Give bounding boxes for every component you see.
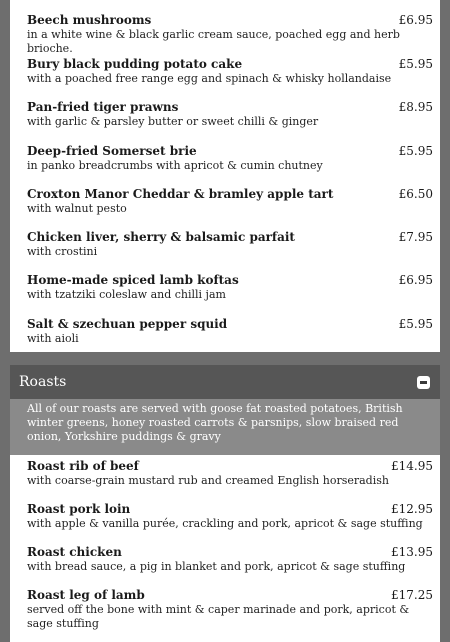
item-name: Bury black pudding potato cake <box>27 57 243 71</box>
section-title: Roasts <box>19 374 67 390</box>
item-description: with bread sauce, a pig in blanket and pork, apricot & sage stuffing <box>27 560 406 573</box>
item-price: £17.25 <box>391 588 433 602</box>
item-price: £5.95 <box>398 57 433 71</box>
item-description: in a white wine & black garlic cream sauce, poached egg and herb brioche. <box>27 28 400 55</box>
item-description: served off the bone with mint & caper marinade and pork, apricot & sage stuffing <box>27 603 410 630</box>
item-description: in panko breadcrumbs with apricot & cumin chutney <box>27 159 323 172</box>
item-name: Home-made spiced lamb koftas <box>27 273 239 287</box>
item-name: Beech mushrooms <box>27 13 152 27</box>
item-price: £8.95 <box>398 100 433 114</box>
item-description: with aioli <box>27 332 79 345</box>
item-description: with apple & vanilla purée, crackling and pork, apricot & sage stuffing <box>27 517 423 530</box>
item-price: £7.95 <box>398 230 433 244</box>
item-name: Deep-fried Somerset brie <box>27 144 197 158</box>
section-header-roasts[interactable] <box>10 365 440 399</box>
roasts-panel <box>10 455 440 642</box>
item-price: £5.95 <box>398 317 433 331</box>
item-name: Chicken liver, sherry & balsamic parfait <box>27 230 295 244</box>
item-name: Croxton Manor Cheddar & bramley apple tart <box>27 187 334 201</box>
item-description: with a poached free range egg and spinach & whisky hollandaise <box>27 72 392 85</box>
item-name: Pan-fried tiger prawns <box>27 100 179 114</box>
item-price: £6.50 <box>398 187 433 201</box>
item-description: with tzatziki coleslaw and chilli jam <box>27 288 226 301</box>
item-name: Roast pork loin <box>27 502 131 516</box>
item-price: £14.95 <box>391 459 433 473</box>
item-price: £12.95 <box>391 502 433 516</box>
item-name: Salt & szechuan pepper squid <box>27 317 228 331</box>
starters-panel <box>10 0 440 352</box>
roasts-note: All of our roasts are served with goose fat roasted potatoes, British winter greens, honey roasted carrots & parsnips, slow braised red onion, Yorkshire puddings & gravy <box>27 402 403 443</box>
item-name: Roast rib of beef <box>27 459 139 473</box>
item-description: with crostini <box>27 245 98 258</box>
item-description: with walnut pesto <box>27 202 127 215</box>
item-name: Roast chicken <box>27 545 122 559</box>
section-note <box>10 399 440 455</box>
minus-icon[interactable] <box>417 376 430 389</box>
item-description: with coarse-grain mustard rub and creamed English horseradish <box>27 474 389 487</box>
item-description: with garlic & parsley butter or sweet chilli & ginger <box>27 115 319 128</box>
item-price: £5.95 <box>398 144 433 158</box>
item-price: £6.95 <box>398 13 433 27</box>
item-name: Roast leg of lamb <box>27 588 145 602</box>
item-price: £6.95 <box>398 273 433 287</box>
item-price: £13.95 <box>391 545 433 559</box>
